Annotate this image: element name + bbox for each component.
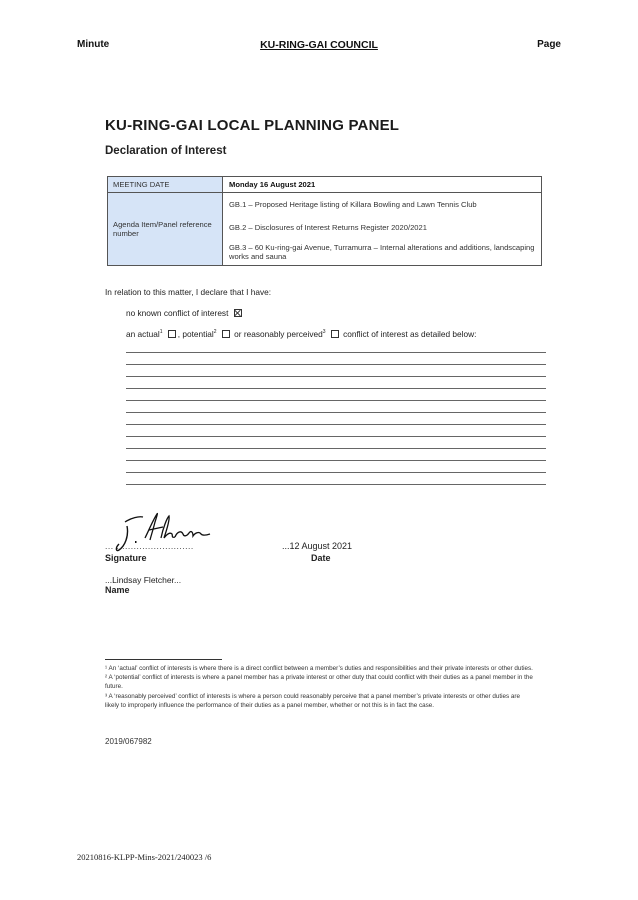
no-conflict-checkbox[interactable] — [234, 309, 242, 317]
detail-line[interactable] — [126, 448, 546, 449]
no-conflict-option — [126, 308, 244, 318]
footnote-ref-1: 1 — [159, 329, 163, 336]
page-footer: 20210816-KLPP-Mins-2021/240023 /6 — [77, 852, 212, 862]
detail-line[interactable] — [126, 364, 546, 365]
detail-line[interactable] — [126, 412, 546, 413]
meeting-table — [107, 176, 542, 266]
actual-label: an actual — [126, 329, 160, 339]
signature-label: Signature — [105, 553, 147, 563]
detail-line[interactable] — [126, 484, 546, 485]
header-minute: Minute — [77, 39, 110, 50]
header-page: Page — [537, 39, 561, 50]
agenda-item: GB.1 – Proposed Heritage listing of Killara Bowling and Lawn Tennis Club — [229, 200, 477, 209]
date-label: Date — [311, 553, 331, 563]
name-label: Name — [105, 585, 130, 595]
footnote-divider — [105, 659, 222, 660]
document-reference: 2019/067982 — [105, 737, 152, 746]
agenda-item: GB.3 – 60 Ku-ring-gai Avenue, Turramurra – Internal alterations and additions, landscaping works and sauna — [229, 243, 535, 261]
no-conflict-label: no known conflict of interest — [126, 308, 229, 318]
signature-dots: ... ........................... — [105, 541, 194, 551]
footnote-3: ³ A ‘reasonably perceived’ conflict of interests is where a person could reasonably perceive that a panel member’s private interests or other duties are likely to improperly influence the performance of their duties as a panel member, whether or not this is in fact the case. — [105, 692, 520, 709]
declaration-intro: In relation to this matter, I declare that I have: — [105, 287, 272, 297]
actual-checkbox[interactable] — [168, 330, 176, 338]
footnote-ref-2: 2 — [213, 329, 217, 336]
detail-line[interactable] — [126, 376, 546, 377]
page-subtitle: Declaration of Interest — [105, 145, 227, 157]
agenda-row — [108, 193, 542, 266]
agenda-items — [223, 193, 542, 266]
footnote-2: ² A ‘potential’ conflict of interests is where a panel member has a private interest or other duty that could conflict with their duties as a panel member in the future. — [105, 674, 533, 691]
agenda-item: GB.2 – Disclosures of Interest Returns Register 2020/2021 — [229, 223, 427, 232]
page-title: KU-RING-GAI LOCAL PLANNING PANEL — [105, 117, 400, 134]
detail-line[interactable] — [126, 388, 546, 389]
detail-line[interactable] — [126, 460, 546, 461]
detail-line[interactable] — [126, 352, 546, 353]
footnote-ref-3: 3 — [322, 329, 326, 336]
detail-label: conflict of interest as detailed below: — [340, 329, 477, 339]
perceived-checkbox[interactable] — [331, 330, 339, 338]
meeting-date-label: MEETING DATE — [108, 177, 223, 193]
detail-line[interactable] — [126, 424, 546, 425]
detail-line[interactable] — [126, 436, 546, 437]
signature-date-value: ...12 August 2021 — [282, 541, 353, 551]
name-value: ...Lindsay Fletcher... — [105, 575, 182, 585]
meeting-date-value: Monday 16 August 2021 — [223, 177, 542, 193]
meeting-date-row — [108, 177, 542, 193]
detail-line[interactable] — [126, 472, 546, 473]
header-council: KU-RING-GAI COUNCIL — [260, 39, 378, 51]
potential-checkbox[interactable] — [222, 330, 230, 338]
potential-label: , potential — [177, 329, 214, 339]
agenda-label: Agenda Item/Panel reference number — [108, 193, 223, 266]
footnote-1: ¹ An ‘actual’ conflict of interests is where there is a direct conflict between a member’s duties and responsibilities and their private interests or other duties. — [105, 665, 533, 672]
detail-line[interactable] — [126, 400, 546, 401]
perceived-label: or reasonably perceived — [231, 329, 323, 339]
footnotes — [105, 664, 535, 710]
conflict-option — [126, 329, 476, 339]
